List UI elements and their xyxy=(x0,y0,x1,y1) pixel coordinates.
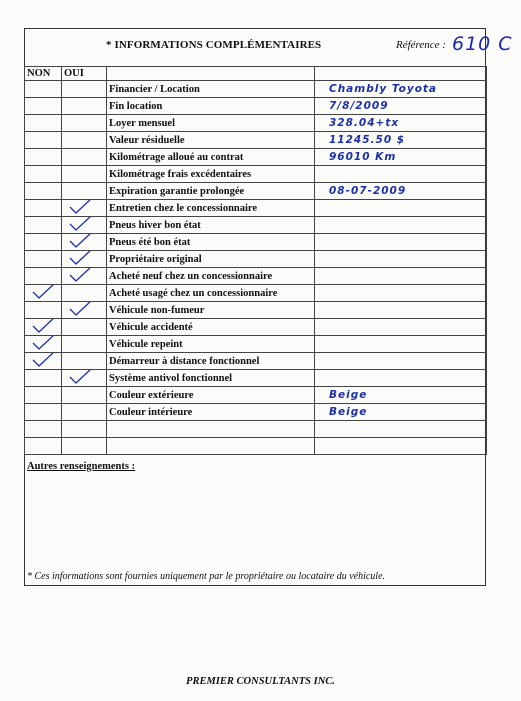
oui-cell xyxy=(62,115,107,132)
table-row xyxy=(25,115,487,132)
oui-cell xyxy=(62,234,107,251)
reference-value: 610 C xyxy=(452,33,513,55)
checkmark-icon xyxy=(68,251,94,268)
reference-label: Référence : xyxy=(396,39,446,51)
table-row xyxy=(25,132,487,149)
non-cell xyxy=(25,149,62,166)
row-label: Acheté usagé chez un concessionnaire xyxy=(107,285,315,302)
table-row xyxy=(25,319,487,336)
oui-cell xyxy=(62,251,107,268)
table-row xyxy=(25,336,487,353)
non-cell xyxy=(25,200,62,217)
table-row xyxy=(25,268,487,285)
non-cell xyxy=(25,183,62,200)
oui-cell xyxy=(62,98,107,115)
row-label: Propriétaire original xyxy=(107,251,315,268)
table-row xyxy=(25,302,487,319)
info-table xyxy=(24,66,487,455)
row-label: Expiration garantie prolongée xyxy=(107,183,315,200)
oui-cell xyxy=(62,149,107,166)
oui-cell xyxy=(62,217,107,234)
row-value: 328.04+tx xyxy=(315,115,487,132)
table-row xyxy=(25,234,487,251)
non-cell xyxy=(25,268,62,285)
table-row xyxy=(25,98,487,115)
row-value xyxy=(315,302,487,319)
col-header-non: NON xyxy=(25,67,62,81)
non-cell xyxy=(25,421,62,438)
oui-cell xyxy=(62,132,107,149)
oui-cell xyxy=(62,370,107,387)
other-info-label: Autres renseignements : xyxy=(27,461,136,472)
col-header-oui: OUI xyxy=(62,67,107,81)
oui-cell xyxy=(62,183,107,200)
oui-cell xyxy=(62,387,107,404)
row-value: Chambly Toyota xyxy=(315,81,487,98)
non-cell xyxy=(25,132,62,149)
col-header-value xyxy=(315,67,487,81)
checkmark-icon xyxy=(31,319,57,336)
row-label: Pneus hiver bon état xyxy=(107,217,315,234)
row-label xyxy=(107,438,315,455)
table-row xyxy=(25,217,487,234)
footnote: * Ces informations sont fournies uniquement par le propriétaire ou locataire du véhicule. xyxy=(27,571,386,582)
row-value xyxy=(315,217,487,234)
row-label: Couleur extérieure xyxy=(107,387,315,404)
non-cell xyxy=(25,336,62,353)
non-cell xyxy=(25,234,62,251)
checkmark-icon xyxy=(31,353,57,370)
oui-cell xyxy=(62,353,107,370)
row-value: Beige xyxy=(315,387,487,404)
row-label: Démarreur à distance fonctionnel xyxy=(107,353,315,370)
row-value: 08-07-2009 xyxy=(315,183,487,200)
row-value: 7/8/2009 xyxy=(315,98,487,115)
row-value xyxy=(315,200,487,217)
table-body xyxy=(25,81,487,455)
row-value xyxy=(315,268,487,285)
row-value xyxy=(315,285,487,302)
oui-cell xyxy=(62,81,107,98)
row-label: Véhicule non-fumeur xyxy=(107,302,315,319)
form-title: * INFORMATIONS COMPLÉMENTAIRES xyxy=(106,39,322,51)
row-label: Fin location xyxy=(107,98,315,115)
non-cell xyxy=(25,285,62,302)
row-value xyxy=(315,251,487,268)
row-label: Loyer mensuel xyxy=(107,115,315,132)
non-cell xyxy=(25,81,62,98)
non-cell xyxy=(25,353,62,370)
non-cell xyxy=(25,115,62,132)
checkmark-icon xyxy=(68,200,94,217)
row-value xyxy=(315,234,487,251)
checkmark-icon xyxy=(68,370,94,387)
oui-cell xyxy=(62,268,107,285)
checkmark-icon xyxy=(31,285,57,302)
oui-cell xyxy=(62,319,107,336)
checkmark-icon xyxy=(68,302,94,319)
table-row xyxy=(25,421,487,438)
row-label: Financier / Location xyxy=(107,81,315,98)
oui-cell xyxy=(62,302,107,319)
row-value xyxy=(315,166,487,183)
oui-cell xyxy=(62,438,107,455)
row-value xyxy=(315,336,487,353)
checkmark-icon xyxy=(68,268,94,285)
row-label: Entretien chez le concessionnaire xyxy=(107,200,315,217)
table-row xyxy=(25,200,487,217)
row-value: 96010 Km xyxy=(315,149,487,166)
row-label: Acheté neuf chez un concessionnaire xyxy=(107,268,315,285)
row-value: Beige xyxy=(315,404,487,421)
table-row xyxy=(25,438,487,455)
row-label: Kilométrage frais excédentaires xyxy=(107,166,315,183)
row-label: Couleur intérieure xyxy=(107,404,315,421)
table-row xyxy=(25,370,487,387)
row-value xyxy=(315,421,487,438)
table-row xyxy=(25,404,487,421)
table-row xyxy=(25,81,487,98)
company-name: PREMIER CONSULTANTS INC. xyxy=(186,676,335,687)
row-label: Véhicule accidenté xyxy=(107,319,315,336)
non-cell xyxy=(25,319,62,336)
table-row xyxy=(25,166,487,183)
non-cell xyxy=(25,370,62,387)
checkmark-icon xyxy=(31,336,57,353)
row-value xyxy=(315,319,487,336)
row-label: Valeur résiduelle xyxy=(107,132,315,149)
table-row xyxy=(25,149,487,166)
row-label: Système antivol fonctionnel xyxy=(107,370,315,387)
table-row xyxy=(25,183,487,200)
oui-cell xyxy=(62,166,107,183)
non-cell xyxy=(25,302,62,319)
row-value xyxy=(315,370,487,387)
row-value xyxy=(315,438,487,455)
table-row xyxy=(25,285,487,302)
row-value xyxy=(315,353,487,370)
row-label: Pneus été bon état xyxy=(107,234,315,251)
table-row xyxy=(25,353,487,370)
row-label xyxy=(107,421,315,438)
oui-cell xyxy=(62,404,107,421)
oui-cell xyxy=(62,421,107,438)
checkmark-icon xyxy=(68,217,94,234)
row-label: Kilométrage alloué au contrat xyxy=(107,149,315,166)
oui-cell xyxy=(62,285,107,302)
non-cell xyxy=(25,98,62,115)
table-row xyxy=(25,251,487,268)
non-cell xyxy=(25,166,62,183)
col-header-label xyxy=(107,67,315,81)
oui-cell xyxy=(62,336,107,353)
oui-cell xyxy=(62,200,107,217)
non-cell xyxy=(25,251,62,268)
row-label: Véhicule repeint xyxy=(107,336,315,353)
table-header-row xyxy=(25,67,487,81)
checkmark-icon xyxy=(68,234,94,251)
table-row xyxy=(25,387,487,404)
non-cell xyxy=(25,217,62,234)
non-cell xyxy=(25,404,62,421)
row-value: 11245.50 $ xyxy=(315,132,487,149)
non-cell xyxy=(25,438,62,455)
non-cell xyxy=(25,387,62,404)
